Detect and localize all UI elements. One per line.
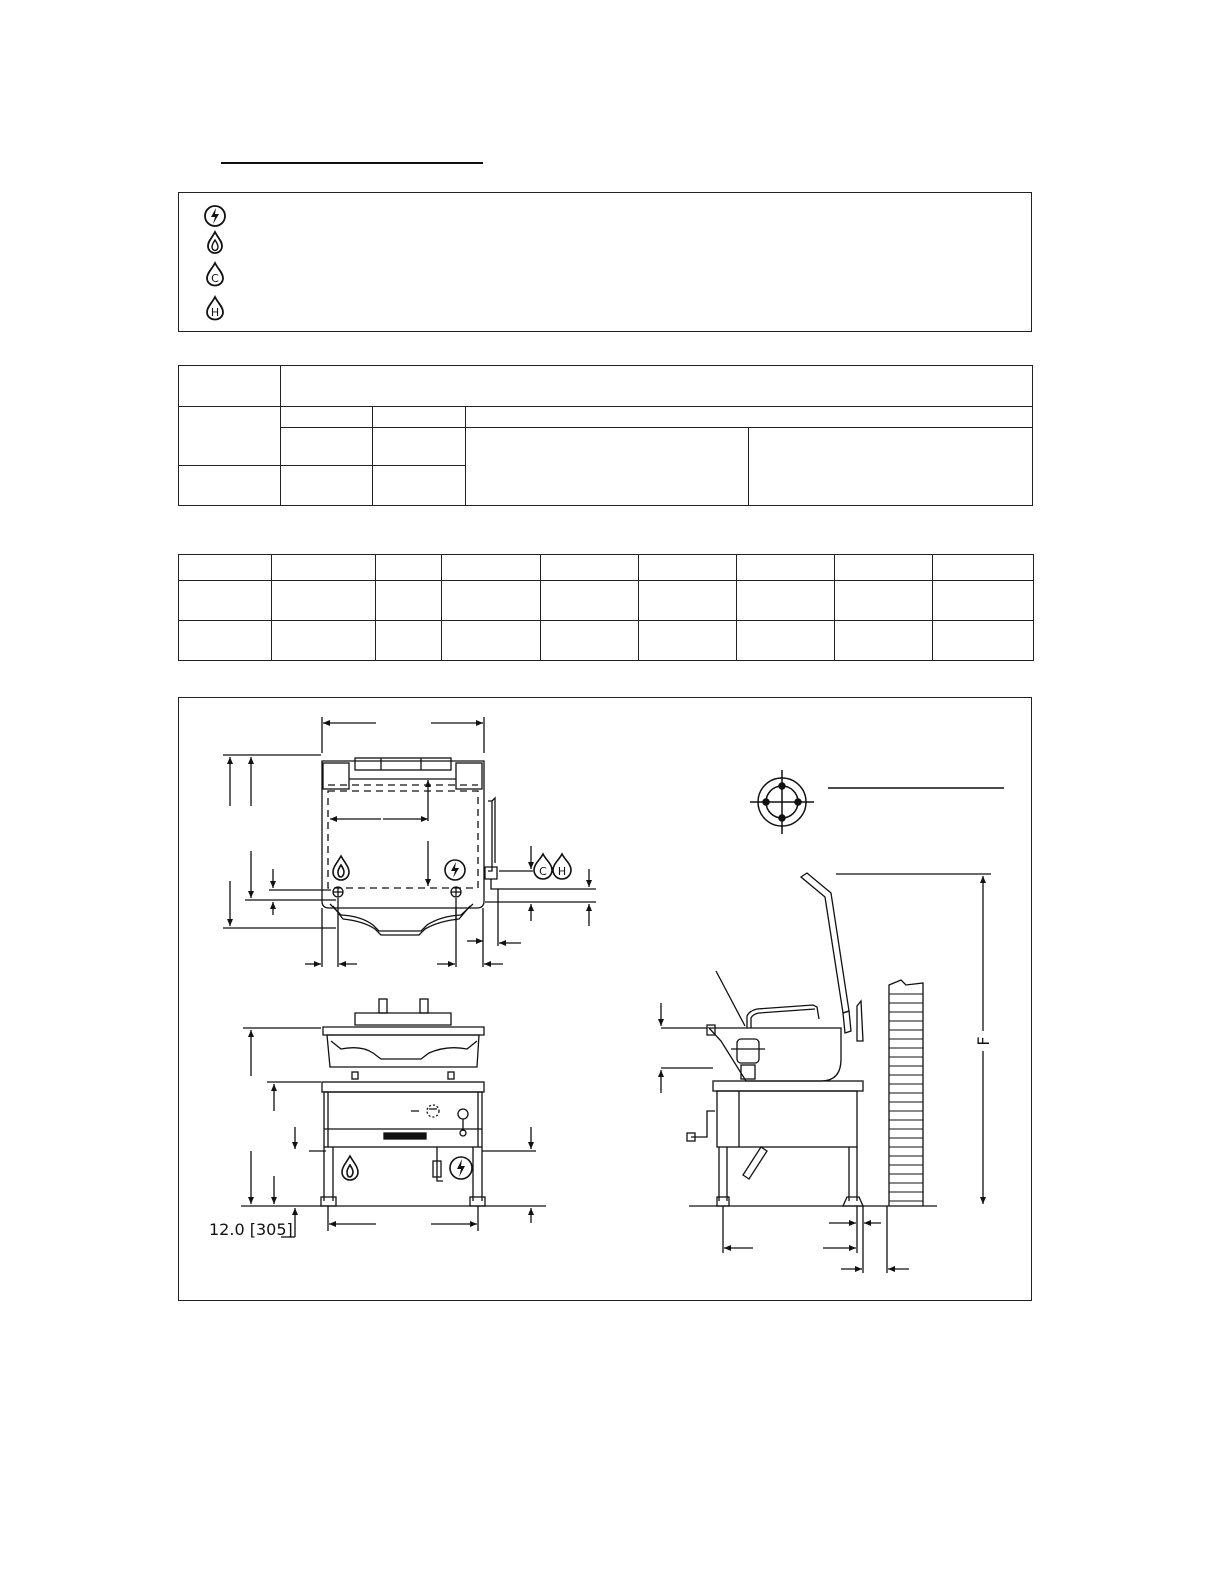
spec-cell bbox=[737, 555, 835, 581]
gas-icon bbox=[203, 229, 227, 255]
top-view bbox=[223, 717, 596, 967]
svg-text:H: H bbox=[557, 865, 567, 878]
spec-cell bbox=[541, 581, 639, 621]
spec-cell bbox=[442, 621, 541, 661]
top-view-hot-water-icon bbox=[553, 854, 571, 879]
spec-cell bbox=[179, 581, 272, 621]
spec-cell bbox=[281, 407, 373, 428]
top-view-electrical-icon bbox=[445, 860, 465, 880]
spec-cell bbox=[541, 621, 639, 661]
front-view bbox=[241, 999, 546, 1237]
side-view bbox=[661, 873, 991, 1273]
spec-cell bbox=[373, 428, 466, 466]
title-underline bbox=[221, 162, 483, 164]
electrical-icon bbox=[203, 203, 227, 229]
spec-cell bbox=[272, 621, 376, 661]
spec-cell bbox=[442, 581, 541, 621]
spec-cell bbox=[179, 407, 281, 466]
clearance-dimension-label: 12.0 [305] bbox=[209, 1220, 293, 1239]
top-view-gas-icon bbox=[333, 856, 349, 880]
spec-cell bbox=[373, 466, 466, 506]
spec-cell bbox=[272, 555, 376, 581]
spec-cell bbox=[933, 581, 1034, 621]
spec-cell bbox=[749, 428, 1033, 506]
spec-cell bbox=[376, 581, 442, 621]
spec-cell bbox=[179, 621, 272, 661]
svg-text:H: H bbox=[210, 306, 220, 319]
spec-cell bbox=[639, 555, 737, 581]
dimension-drawing bbox=[179, 698, 1031, 1300]
spec-cell bbox=[179, 466, 281, 506]
spec-cell bbox=[376, 621, 442, 661]
side-dimension-label: F bbox=[974, 1036, 993, 1046]
spec-cell bbox=[179, 555, 272, 581]
front-view-gas-icon bbox=[342, 1156, 358, 1180]
spec-cell bbox=[179, 366, 281, 407]
spec-cell bbox=[933, 555, 1034, 581]
spec-table-1 bbox=[178, 365, 1033, 506]
utility-legend bbox=[178, 192, 1032, 332]
spec-cell bbox=[376, 555, 442, 581]
front-view-electrical-icon bbox=[450, 1157, 472, 1179]
spec-cell bbox=[835, 581, 933, 621]
spec-cell bbox=[373, 407, 466, 428]
svg-text:C: C bbox=[211, 272, 219, 285]
spec-cell bbox=[541, 555, 639, 581]
spec-cell bbox=[933, 621, 1034, 661]
spec-cell bbox=[737, 581, 835, 621]
equipment-drawing bbox=[178, 697, 1032, 1301]
spec-cell bbox=[737, 621, 835, 661]
spec-cell bbox=[272, 581, 376, 621]
spec-cell bbox=[835, 555, 933, 581]
hot-water-icon bbox=[203, 295, 227, 321]
spec-cell bbox=[442, 555, 541, 581]
spec-cell bbox=[281, 428, 373, 466]
spec-cell bbox=[835, 621, 933, 661]
spec-table-2 bbox=[178, 554, 1034, 661]
spec-cell bbox=[281, 466, 373, 506]
svg-text:C: C bbox=[539, 865, 547, 878]
spec-cell bbox=[281, 366, 1033, 407]
spec-cell bbox=[466, 407, 1033, 428]
top-view-cold-water-icon bbox=[534, 854, 552, 879]
spec-cell bbox=[639, 621, 737, 661]
cold-water-icon bbox=[203, 261, 227, 287]
spec-cell bbox=[639, 581, 737, 621]
spec-cell bbox=[466, 428, 749, 506]
center-mark-symbol bbox=[750, 770, 1004, 834]
